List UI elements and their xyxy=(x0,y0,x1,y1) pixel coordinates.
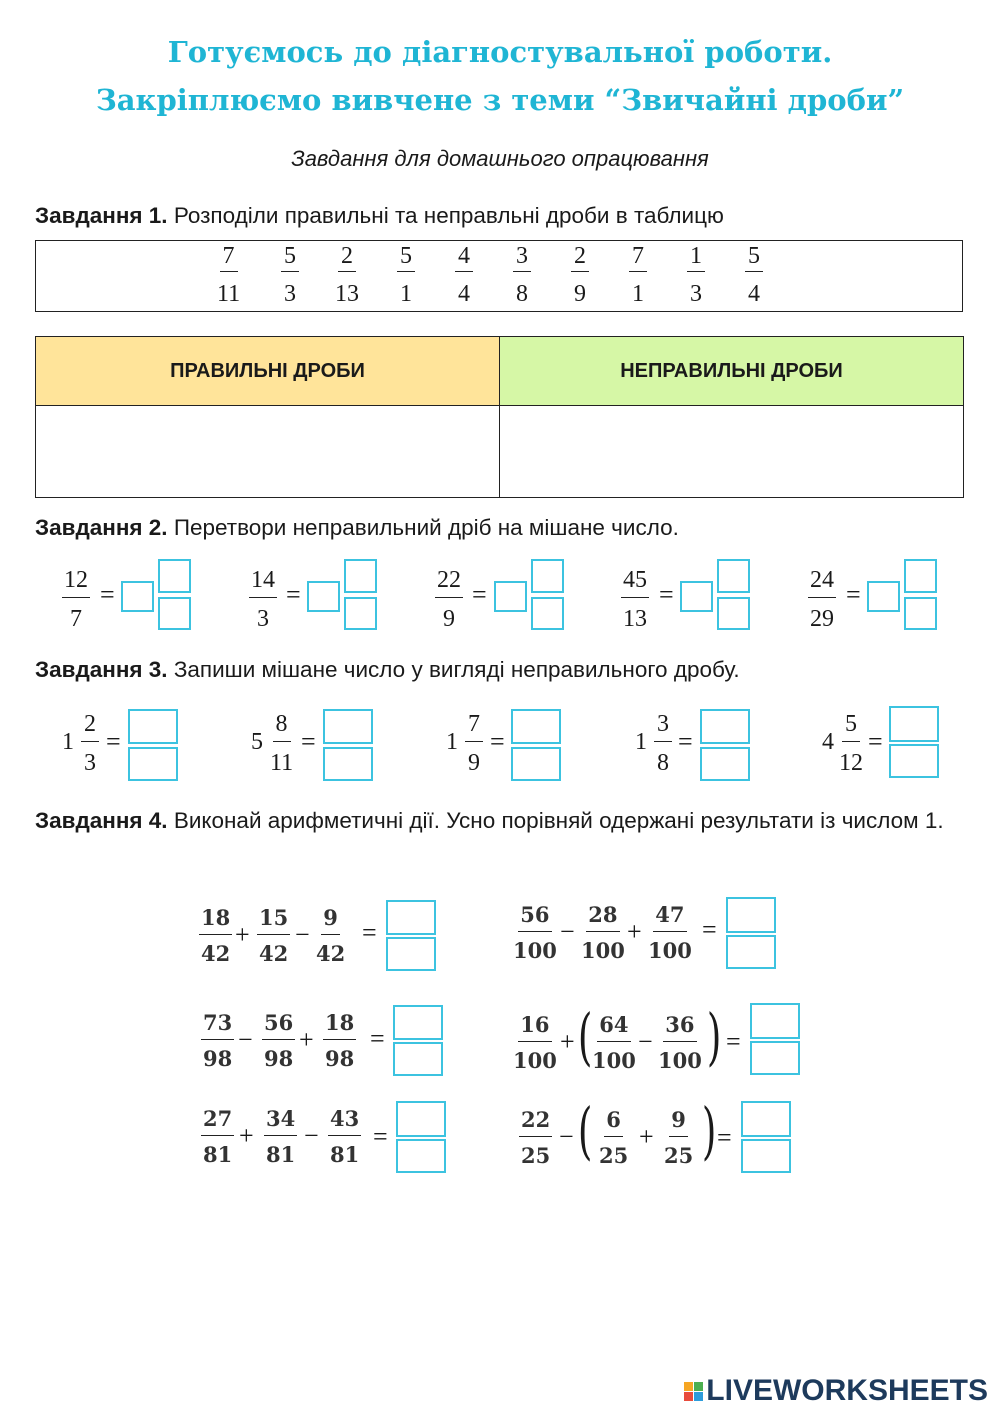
denominator-input[interactable] xyxy=(511,747,561,781)
operator: + xyxy=(299,1025,314,1054)
operator: − xyxy=(295,920,310,949)
task-2-text: Перетвори неправильний дріб на мішане число. xyxy=(167,515,679,540)
mixed-whole: 4 xyxy=(822,729,834,755)
expression-fraction: $\frac{56}{100}$ xyxy=(513,902,557,963)
denominator-input[interactable] xyxy=(904,597,937,630)
improper-fraction: $\frac{12}{7}$ xyxy=(64,567,88,632)
improper-fraction: $\frac{22}{9}$ xyxy=(437,567,461,632)
denominator-input[interactable] xyxy=(700,747,750,781)
equals-sign: = xyxy=(659,580,674,609)
expression-fraction: $\frac{16}{100}$ xyxy=(513,1012,557,1073)
expression-fraction: $\frac{34}{81}$ xyxy=(266,1106,296,1167)
denominator-input[interactable] xyxy=(396,1139,446,1173)
equals-sign: = xyxy=(370,1024,385,1053)
numerator-input[interactable] xyxy=(396,1101,446,1137)
list-fraction[interactable]: $\frac{4}{4}$ xyxy=(455,243,473,307)
operator: + xyxy=(235,920,250,949)
equals-sign: = xyxy=(717,1123,732,1152)
denominator-input[interactable] xyxy=(386,937,436,971)
list-fraction[interactable]: $\frac{5}{4}$ xyxy=(745,243,763,307)
operator: + xyxy=(560,1027,575,1056)
task-3-label: Завдання 3. xyxy=(35,657,168,682)
sort-table xyxy=(35,336,964,498)
equals-sign: = xyxy=(106,727,121,756)
improper-fraction: $\frac{24}{29}$ xyxy=(810,567,834,632)
whole-part-input[interactable] xyxy=(121,581,154,612)
expression-fraction: $\frac{47}{100}$ xyxy=(648,902,692,963)
mixed-fraction: $\frac{3}{8}$ xyxy=(654,711,672,776)
list-fraction[interactable]: $\frac{7}{1}$ xyxy=(629,243,647,307)
mixed-whole: 1 xyxy=(446,729,458,755)
expression-fraction: $\frac{18}{42}$ xyxy=(201,905,231,966)
equals-sign: = xyxy=(846,580,861,609)
denominator-input[interactable] xyxy=(531,597,564,630)
denominator-input[interactable] xyxy=(158,597,191,630)
improper-fraction: $\frac{14}{3}$ xyxy=(251,567,275,632)
equals-sign: = xyxy=(726,1027,741,1056)
left-parenthesis: ( xyxy=(577,1094,593,1167)
whole-part-input[interactable] xyxy=(680,581,713,612)
numerator-input[interactable] xyxy=(889,706,939,742)
list-fraction[interactable]: $\frac{2}{9}$ xyxy=(571,243,589,307)
improper-fractions-dropzone[interactable] xyxy=(500,406,963,497)
expression-fraction: $\frac{28}{100}$ xyxy=(581,902,625,963)
equals-sign: = xyxy=(100,580,115,609)
expression-fraction: $\frac{27}{81}$ xyxy=(203,1106,233,1167)
equals-sign: = xyxy=(286,580,301,609)
operator: + xyxy=(627,917,642,946)
right-parenthesis: ) xyxy=(701,1094,717,1167)
task-2-heading xyxy=(35,510,679,546)
operator: − xyxy=(238,1025,253,1054)
task-1-label: Завдання 1. xyxy=(35,203,168,228)
numerator-input[interactable] xyxy=(531,559,564,593)
liveworksheets-logo xyxy=(684,1374,988,1408)
title-line-2: Закріплюємо вивчене з теми “Звичайні дроби” xyxy=(95,83,905,117)
denominator-input[interactable] xyxy=(726,935,776,969)
numerator-input[interactable] xyxy=(393,1005,443,1040)
task-4-heading xyxy=(35,803,980,839)
numerator-input[interactable] xyxy=(750,1003,800,1039)
equals-sign: = xyxy=(373,1122,388,1151)
operator: + xyxy=(239,1121,254,1150)
numerator-input[interactable] xyxy=(323,709,373,744)
denominator-input[interactable] xyxy=(717,597,750,630)
whole-part-input[interactable] xyxy=(494,581,527,612)
numerator-input[interactable] xyxy=(717,559,750,593)
list-fraction[interactable]: $\frac{1}{3}$ xyxy=(687,243,705,307)
list-fraction[interactable]: $\frac{5}{1}$ xyxy=(397,243,415,307)
numerator-input[interactable] xyxy=(128,709,178,744)
task-4-label: Завдання 4. xyxy=(35,808,168,833)
mixed-fraction: $\frac{8}{11}$ xyxy=(270,711,294,776)
task-2-label: Завдання 2. xyxy=(35,515,168,540)
subtitle: Завдання для домашнього опрацювання xyxy=(291,146,709,171)
equals-sign: = xyxy=(362,918,377,947)
task-4-text: Виконай арифметичні дії. Усно порівняй одержані результати із числом 1. xyxy=(167,808,944,833)
denominator-input[interactable] xyxy=(128,747,178,781)
numerator-input[interactable] xyxy=(726,897,776,933)
right-parenthesis: ) xyxy=(706,1000,722,1073)
left-parenthesis: ( xyxy=(577,1000,593,1073)
expression-fraction: $\frac{18}{98}$ xyxy=(325,1010,355,1071)
list-fraction[interactable]: $\frac{2}{13}$ xyxy=(335,243,359,307)
mixed-whole: 5 xyxy=(251,729,263,755)
fraction-list-box xyxy=(35,240,963,312)
improper-fractions-header: НЕПРАВИЛЬНІ ДРОБИ xyxy=(500,337,963,406)
numerator-input[interactable] xyxy=(386,900,436,935)
task-1-text: Розподіли правильні та неправльні дроби в таблицю xyxy=(167,203,724,228)
denominator-input[interactable] xyxy=(889,744,939,778)
expression-fraction: $\frac{73}{98}$ xyxy=(203,1010,233,1071)
operator: − xyxy=(638,1027,653,1056)
equals-sign: = xyxy=(868,727,883,756)
numerator-input[interactable] xyxy=(741,1101,791,1137)
list-fraction[interactable]: $\frac{7}{11}$ xyxy=(217,243,241,307)
list-fraction[interactable]: $\frac{3}{8}$ xyxy=(513,243,531,307)
expression-fraction: $\frac{6}{25}$ xyxy=(599,1107,629,1168)
task-3-text: Запиши мішане число у вигляді неправильного дробу. xyxy=(167,657,740,682)
equals-sign: = xyxy=(490,727,505,756)
operator: − xyxy=(559,1122,574,1151)
equals-sign: = xyxy=(702,915,717,944)
mixed-fraction: $\frac{2}{3}$ xyxy=(81,711,99,776)
expression-fraction: $\frac{9}{42}$ xyxy=(316,905,346,966)
proper-fractions-dropzone[interactable] xyxy=(36,406,500,497)
denominator-input[interactable] xyxy=(750,1041,800,1075)
expression-fraction: $\frac{36}{100}$ xyxy=(658,1012,702,1073)
expression-fraction: $\frac{9}{25}$ xyxy=(664,1107,694,1168)
equals-sign: = xyxy=(472,580,487,609)
operator: − xyxy=(304,1121,319,1150)
proper-fractions-header: ПРАВИЛЬНІ ДРОБИ xyxy=(36,337,500,406)
improper-fraction: $\frac{45}{13}$ xyxy=(623,567,647,632)
numerator-input[interactable] xyxy=(904,559,937,593)
expression-fraction: $\frac{22}{25}$ xyxy=(521,1107,551,1168)
equals-sign: = xyxy=(301,727,316,756)
whole-part-input[interactable] xyxy=(307,581,340,612)
expression-fraction: $\frac{56}{98}$ xyxy=(264,1010,294,1071)
title-line-1: Готуємось до діагностувальної роботи. xyxy=(167,35,833,69)
expression-fraction: $\frac{43}{81}$ xyxy=(330,1106,360,1167)
liveworksheets-logo-icon xyxy=(684,1382,703,1401)
numerator-input[interactable] xyxy=(344,559,377,593)
whole-part-input[interactable] xyxy=(867,581,900,612)
operator: + xyxy=(639,1122,654,1151)
task-3-heading xyxy=(35,652,740,688)
denominator-input[interactable] xyxy=(393,1042,443,1076)
denominator-input[interactable] xyxy=(344,597,377,630)
mixed-whole: 1 xyxy=(635,729,647,755)
task-1-heading xyxy=(35,198,724,234)
numerator-input[interactable] xyxy=(700,709,750,744)
brand-text: LIVEWORKSHEETS xyxy=(706,1374,988,1407)
mixed-fraction: $\frac{7}{9}$ xyxy=(465,711,483,776)
denominator-input[interactable] xyxy=(323,747,373,781)
mixed-fraction: $\frac{5}{12}$ xyxy=(839,711,863,776)
numerator-input[interactable] xyxy=(511,709,561,744)
list-fraction[interactable]: $\frac{5}{3}$ xyxy=(281,243,299,307)
mixed-whole: 1 xyxy=(62,729,74,755)
numerator-input[interactable] xyxy=(158,559,191,593)
expression-fraction: $\frac{64}{100}$ xyxy=(592,1012,636,1073)
expression-fraction: $\frac{15}{42}$ xyxy=(259,905,289,966)
denominator-input[interactable] xyxy=(741,1139,791,1173)
operator: − xyxy=(560,917,575,946)
equals-sign: = xyxy=(678,727,693,756)
